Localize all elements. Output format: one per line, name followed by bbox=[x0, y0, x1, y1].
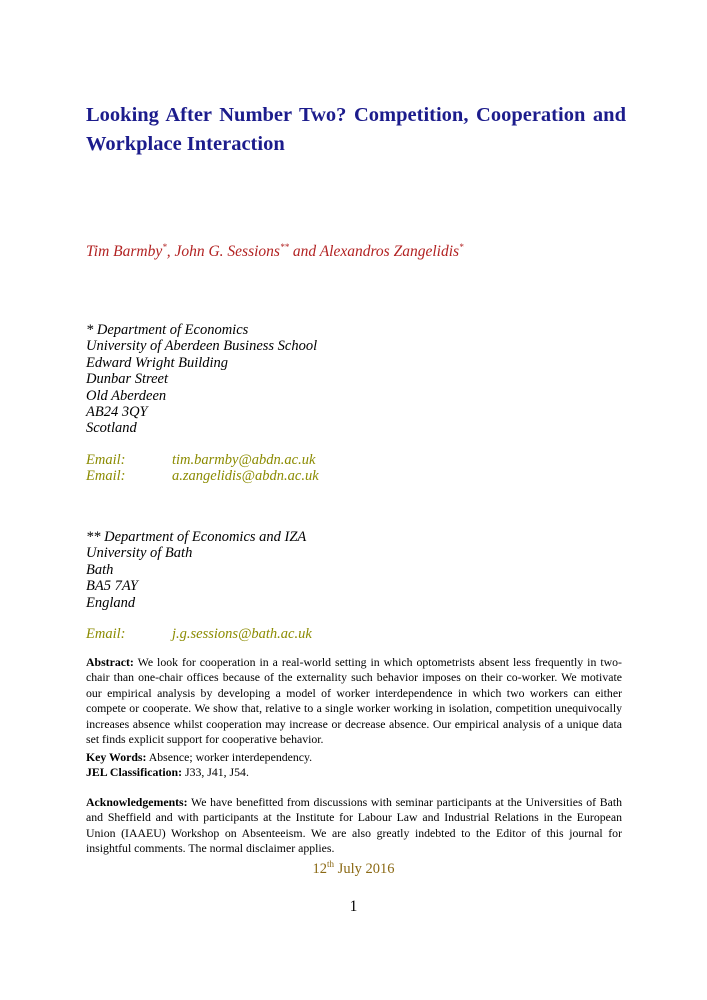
address-line: England bbox=[86, 594, 136, 611]
author-separator: , bbox=[166, 243, 175, 260]
author-affiliation-mark: ** bbox=[279, 242, 289, 252]
email-label: Email: bbox=[86, 452, 126, 468]
keywords-text: Absence; worker interdependency. bbox=[148, 750, 313, 764]
address-line: ** Department of Economics and IZA bbox=[86, 529, 307, 545]
abstract-label: Abstract: bbox=[86, 655, 134, 669]
jel-classification bbox=[86, 765, 249, 780]
address-line: BA5 7AY bbox=[86, 578, 138, 595]
author-name: Alexandros Zangelidis bbox=[319, 243, 460, 260]
abstract bbox=[86, 655, 622, 747]
paper-title: Looking After Number Two? Competition, Cooperation and Workplace Interaction bbox=[86, 104, 626, 155]
acknowledgements bbox=[86, 795, 622, 857]
address-line: AB24 3QY bbox=[86, 404, 148, 421]
address-line: University of Aberdeen Business School bbox=[86, 338, 318, 355]
date-day: 12 bbox=[312, 861, 328, 877]
email-address[interactable]: j.g.sessions@bath.ac.uk bbox=[172, 626, 312, 642]
address-line: Dunbar Street bbox=[86, 371, 169, 388]
author-list bbox=[86, 243, 464, 261]
author-separator: and bbox=[288, 243, 320, 260]
address-line: Old Aberdeen bbox=[86, 387, 167, 404]
jel-label: JEL Classification: bbox=[86, 765, 183, 779]
page-number: 1 bbox=[349, 898, 358, 915]
keywords bbox=[86, 750, 312, 765]
author-affiliation-mark: * bbox=[459, 242, 464, 252]
keywords-label: Key Words: bbox=[86, 750, 147, 764]
author-name: Tim Barmby bbox=[86, 243, 163, 260]
email-address[interactable]: tim.barmby@abdn.ac.uk bbox=[172, 452, 316, 468]
date-rest: July 2016 bbox=[337, 861, 395, 877]
acknowledgements-label: Acknowledgements: bbox=[86, 795, 188, 809]
address-line: Scotland bbox=[86, 420, 137, 437]
jel-text: J33, J41, J54. bbox=[184, 765, 249, 779]
affiliation-address-1 bbox=[86, 322, 317, 437]
address-line: Bath bbox=[86, 561, 114, 578]
email-address[interactable]: a.zangelidis@abdn.ac.uk bbox=[172, 468, 319, 485]
acknowledgements-text: We have benefitted from discussions with seminar participants at the Universities of Bath and Sheffield and with participants at the Institute for Labour Law and Industrial Relations in the European Union (IAAEU) Workshop on Absenteeism. We are also greatly indebted to the Editor of this journal for insightful comments. The normal disclaimer applies. bbox=[86, 795, 622, 856]
author-affiliation-mark: * bbox=[162, 242, 167, 252]
email-label: Email: bbox=[86, 626, 126, 642]
address-line: University of Bath bbox=[86, 545, 193, 562]
author-name: John G. Sessions bbox=[174, 243, 280, 260]
email-label: Email: bbox=[86, 468, 126, 485]
address-line: Edward Wright Building bbox=[86, 354, 229, 371]
affiliation-address-2 bbox=[86, 529, 306, 611]
address-line: * Department of Economics bbox=[86, 322, 249, 338]
abstract-text: We look for cooperation in a real-world setting in which optometrists absent less frequently in two-chair than one-chair offices because of the externality such behavior imposes on their co-worker. We motivate our empirical analysis by developing a model of worker interdependence in which two workers can either compete or cooperate. We show that, relative to a single worker working in isolation, competition unequivocally increases absence whilst cooperation may increase or decrease absence. Our empirical analysis of a unique data set finds explicit support for cooperative behavior. bbox=[86, 655, 622, 747]
date-suffix: th bbox=[327, 859, 335, 869]
publication-date bbox=[0, 861, 707, 878]
